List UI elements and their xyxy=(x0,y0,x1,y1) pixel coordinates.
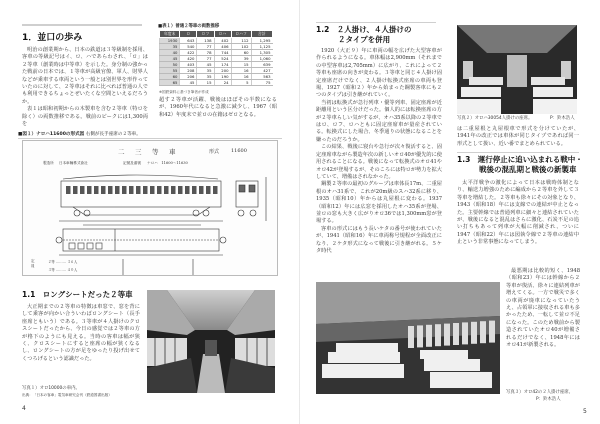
section-rule xyxy=(457,152,579,153)
table-cell: 45 xyxy=(160,56,180,62)
table-follow-text: 超す２等車が活躍、戦後はほぼその半数になるが、1960年代になると急激に減少し、1967（昭和42）年度末で並ロの在籍はゼロとなる。 xyxy=(159,97,277,118)
table-cell: 65 xyxy=(160,80,180,86)
table-cell: 208 xyxy=(180,68,197,74)
right-page xyxy=(300,0,600,424)
intro-text xyxy=(22,47,148,128)
intro-paragraph: 表１は昭和初期からの木製車を含む２等車（特ロを除く）の両数推移である。戦前のピークには1,300両を xyxy=(22,106,148,128)
table-header-cell: ロハフ xyxy=(231,31,251,38)
photo1-caption xyxy=(22,386,142,398)
table-cell: 16 xyxy=(231,68,251,74)
diagram-form-label: 形式 xyxy=(209,149,220,155)
diagram-form-number: 11600 xyxy=(231,148,247,154)
subsection-text: 大正期までの２等車の特徴は車窓で、窓を背にして乗客が向かい合ういわばロングシート（長手座席ともいう）である。３等車が４人掛けのクロスシートだったから、今日の感覚では２等車の方が格下のようにも見える。当時の客車は幅が狭く、クロスシートにすると座席の幅が狭くなるし、ロングシートの方が足をゆったり投げ出せてくつろげるという認識だった。 xyxy=(22,304,140,362)
table-cell: 45 xyxy=(197,62,214,68)
car-window xyxy=(417,325,423,347)
car-count-table xyxy=(159,30,273,86)
table-cell: 16 xyxy=(231,74,251,80)
paragraph: 当初は転換式が急行列車・優等列車、固定座席が近距離用という区分けだった。個人的には転換座席の方が２等車らしい気がするが、オハ35系以降の２等車ではロ、ロフ、ロハともに固定座席車が量産されている。転換式にした場合、冬季通りの状態になることを嫌ったのだろうか。 xyxy=(316,99,442,143)
car-window xyxy=(178,186,183,194)
table-cell: 1,305 xyxy=(251,50,272,56)
table-cell: 403 xyxy=(180,62,197,68)
table-header-cell: ロハ xyxy=(214,31,231,38)
table-cell: 402 xyxy=(214,38,231,44)
car-window xyxy=(115,186,120,194)
car-window xyxy=(444,324,450,346)
table-cell: 78 xyxy=(197,50,214,56)
capacity-label: 定員 xyxy=(31,259,35,268)
car-window xyxy=(453,323,459,345)
table-cell: 406 xyxy=(214,44,231,50)
car-window xyxy=(122,186,127,194)
table-cell: 427 xyxy=(251,68,272,74)
car-window xyxy=(426,325,432,347)
table-cell: 15 xyxy=(231,62,251,68)
figure-caption-text: 右側が長手座席の２等車。 xyxy=(85,132,141,137)
section-title: 1．並口の歩み xyxy=(22,33,83,43)
capacity-3rd-class: ３等 ……… ４０人 xyxy=(48,268,78,272)
car-window xyxy=(87,186,92,194)
intro-paragraph: 明治の創業期から、日本の鉄道は３等級制を採用、客車の等級記号はイ、ロ、ハであらわされ、「ロ」は２等車（創業時は中等車）を示した。身分制の強かった戦前の日本では、１等車が高級官僚、軍人、財界人などが乗車する車両という一般とは別世界を形作っていたのに対して、２等車はそれに比べれば普通の人でも利用できるちょっとぜいたくな空間といえるだろうか。 xyxy=(22,47,148,105)
car-window xyxy=(213,186,218,194)
section-1-3-text-a: 太平洋戦争の激化によって日本は戦時体制となり、輸送力増強のために編成から２等車を外して３等車を増結した。２等車も徐々にその対象となり、1943（昭和18）年には支線での連結が中止となった。主要幹線では普通列車に細々と連結されていたが、戦後になると混乱はさらに激化、石炭不足の追い打ちもあって列車が大幅に削減され、ついに1947（昭和22）年には図執令線で２等車の連結中止という非常事態になってしまう。 xyxy=(457,180,579,246)
diagram-heading: 二 三 等 車 xyxy=(118,148,178,156)
car-window xyxy=(408,326,414,348)
table-cell: 75 xyxy=(251,80,272,86)
car-window xyxy=(136,186,141,194)
car-side-elevation xyxy=(23,141,279,277)
table-cell: 524 xyxy=(214,56,231,62)
car-window xyxy=(480,321,486,343)
table-cell: 1,295 xyxy=(251,38,272,44)
photo1-credit: 出典：「日本の客車」電気車研究会刊（鉄道図書出版） xyxy=(22,393,112,397)
table-cell: 422 xyxy=(180,50,197,56)
table-cell: 200 xyxy=(214,68,231,74)
section-1-2-text xyxy=(316,48,442,255)
longseat-interior-image xyxy=(147,290,275,393)
car-window xyxy=(157,186,162,194)
table-cell: 35 xyxy=(197,68,214,74)
table-header-cell: ロフ xyxy=(197,31,214,38)
photo3-credit: P：鈴木浩人 xyxy=(536,397,561,402)
section-title-1-2 xyxy=(316,25,412,45)
photo3-caption: 写真３）オロ42の２人掛け座席。 xyxy=(506,390,574,395)
section-rule xyxy=(22,24,142,26)
table-cell: 60 xyxy=(231,50,251,56)
table-cell: 50 xyxy=(160,62,180,68)
table-cell: 174 xyxy=(214,62,231,68)
table-cell: 190 xyxy=(214,74,231,80)
table-cell: 60 xyxy=(160,74,180,80)
capacity-2nd-class: ２等 ……… ３６人 xyxy=(48,260,78,264)
photo-oro10000-interior xyxy=(147,290,275,393)
car-window xyxy=(108,186,113,194)
table-cell: 39 xyxy=(231,56,251,62)
table-cell: 112 xyxy=(231,38,251,44)
paragraph: この結果、戦後に寝台や急行が次々復活すると、固定座席車ながら製造年次の新しいオロ40が優先的に使用されることになる。戦後になって転換式のオロ41やオロ42が登場するが、そのころには特ロが勢力を拡大していて、増備はされなかった。 xyxy=(316,144,442,180)
section-title-line2: ２タイプを併用 xyxy=(338,35,391,44)
figure-caption-label: ■図１）ナロハ11600の形式図 xyxy=(18,132,85,137)
diagram-record-label: 記號及番號 xyxy=(123,161,141,165)
table-cell: 206 xyxy=(180,74,197,80)
car-window xyxy=(164,186,169,194)
car-window xyxy=(94,186,99,194)
section3-title-line2: 戦後の混乱期と戦後の新製車 xyxy=(479,165,577,174)
section3-title-line1: 1.3 運行停止に追い込まれる戦中・ xyxy=(457,155,583,164)
table-cell: 40 xyxy=(160,50,180,56)
table-cell: 1930 xyxy=(160,38,180,44)
after-photo2-text: は二重屋根と丸屋根車で形式を分けていたが、1941年の改正では車体が同じタイプであれば同一形式として扱い、近い番でまとめられている。 xyxy=(457,126,579,147)
car-window xyxy=(199,186,204,194)
car-diagram xyxy=(22,140,278,276)
car-window xyxy=(143,186,148,194)
paragraph: 客車の形式にはもう長いケタの番号が使われていたが、1941（昭和16）年に車両称号規程が全面改正になり、２ケタ形式になって戦後に引き継がれる。５ケタ時代 xyxy=(316,225,442,254)
table-cell: 744 xyxy=(214,50,231,56)
car-window xyxy=(171,186,176,194)
car-window xyxy=(129,186,134,194)
paragraph: 鋼製２等車の最初のグループは車体長17m、二重屋根のオハ31系で、これが20m級のスハ32系に移り、1935（昭和10）年からは丸屋根に変わる。1937（昭和12）年には広窓を採用したオハ35系が登場、並ロの窓も大きく広がりオロ36では1,300mm窓が登場する。 xyxy=(316,181,442,225)
page-number: 5 xyxy=(583,408,587,415)
car-window xyxy=(489,321,495,343)
table-cell: 1,125 xyxy=(251,44,272,50)
two-seat-interior-image xyxy=(316,282,500,394)
photo-oro42-seats xyxy=(316,282,500,394)
car-window xyxy=(150,186,155,194)
table-cell: 35 xyxy=(160,44,180,50)
table-header-cell: ロ xyxy=(180,31,197,38)
car-window xyxy=(185,186,190,194)
table-cell: 563 xyxy=(251,74,272,80)
table-cell: 55 xyxy=(160,68,180,74)
car-window xyxy=(101,186,106,194)
table-cell: 24 xyxy=(214,80,231,86)
table-cell: 102 xyxy=(231,44,251,50)
section-title-1-3 xyxy=(457,155,583,175)
photo-oroha-seats xyxy=(457,25,577,114)
car-window xyxy=(206,186,211,194)
table-cell: 1,060 xyxy=(251,56,272,62)
table-cell: 540 xyxy=(180,44,197,50)
figure-caption xyxy=(18,131,141,137)
table-cell: 420 xyxy=(180,56,197,62)
car-window xyxy=(471,322,477,344)
table-cell: 138 xyxy=(197,38,214,44)
table-note: ※国鉄資料に基づき筆者が作成 xyxy=(159,90,209,94)
table-header-cell: 年度末 xyxy=(160,31,180,38)
section-1-3-text-b: 最悪期は比較的短く、1948（昭和23）年には幹線から２等車が復活、徐々に連結列車が増えてくる。一方で戦災で多くの車両が廃車になっていたうえ、占領軍に接収される車も多かったため、一転して並ロ不足になった。このため戦前から製造されていたオロ40が増備されるだけでなく、1948年にはオロ41が新製される。 xyxy=(506,268,580,349)
table-row xyxy=(160,80,273,86)
table-cell: 77 xyxy=(197,44,214,50)
table-cell: 639 xyxy=(251,62,272,68)
table-cell: 45 xyxy=(180,80,197,86)
photo1-caption-title: 写真１）オロ10000の車内。 xyxy=(22,386,80,391)
car-window xyxy=(73,186,78,194)
table-cell: 15 xyxy=(197,80,214,86)
car-window xyxy=(192,186,197,194)
page-number: 4 xyxy=(22,405,26,412)
car-window xyxy=(435,324,441,346)
photo2-caption: 写真２）オロハ30054人掛けの座席。 xyxy=(457,116,533,121)
car-window xyxy=(462,322,468,344)
diagram-record: ナロハ 11600～11630 xyxy=(147,161,188,165)
table-cell: 5 xyxy=(231,80,251,86)
table-title: ■表１）普通２等車の両数推移 xyxy=(158,24,220,29)
diagram-maker-label: 製造所 xyxy=(43,161,54,165)
subsection-title: 1.1 ロングシートだった２等車 xyxy=(22,290,133,299)
table-cell: 35 xyxy=(197,74,214,80)
table-body xyxy=(160,38,273,86)
table-header-cell: 合計 xyxy=(251,31,272,38)
section-rule xyxy=(316,22,436,23)
car-window xyxy=(66,186,71,194)
table-header-row xyxy=(160,31,273,38)
four-seat-interior-image xyxy=(457,25,577,114)
paragraph: 1920（大正９）年に車両の幅を広げた大型客車が作られるようになる。車体幅は2,900mm（それまでの中型客車は2,705mm）に広がり、これによって２等車も座席の向きが変わる。３等車と同じ４人掛け固定座席だけでなく、２人掛け転換式座席の車両も登場、1927（昭和２）年から始まった鋼製客車にも２つのタイプは引き継がれていく。 xyxy=(316,48,442,99)
photo2-credit: P：鈴木浩人 xyxy=(550,116,575,121)
car-window xyxy=(80,186,85,194)
table-cell: 643 xyxy=(180,38,197,44)
diagram-maker: 日本車輛株式會社 xyxy=(59,161,88,165)
table-cell: 77 xyxy=(197,56,214,62)
section-title-line1: 1.2 ２人掛け、４人掛けの xyxy=(316,25,412,34)
figure-rule xyxy=(18,138,282,139)
